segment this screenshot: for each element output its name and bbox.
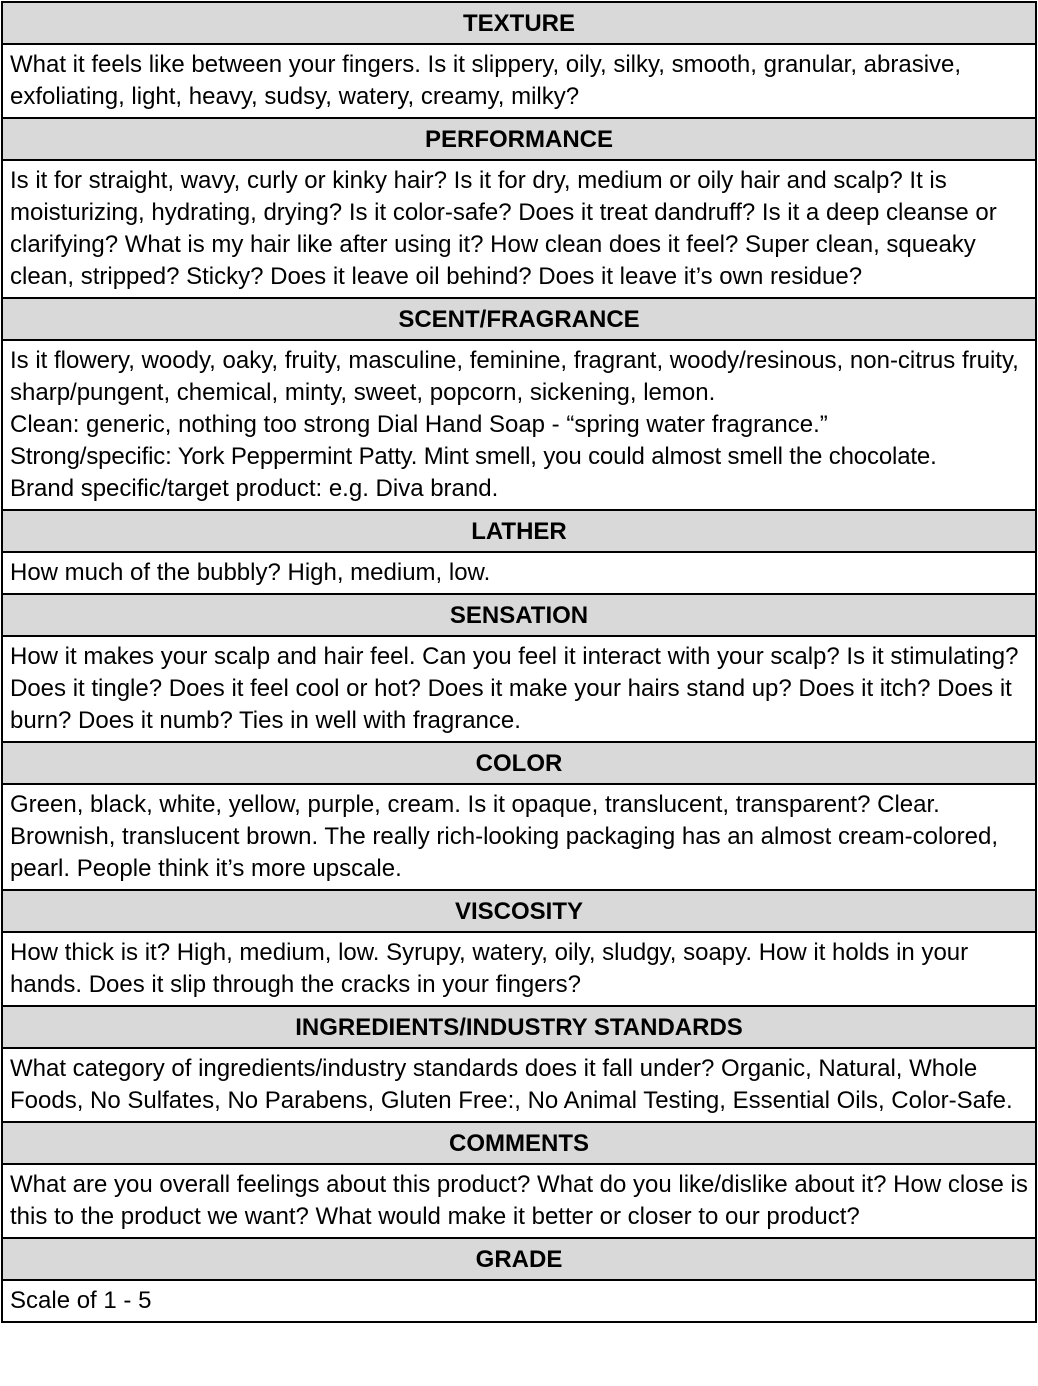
grade-heading: GRADE bbox=[2, 1238, 1036, 1280]
section-body-row bbox=[2, 1280, 1036, 1322]
scent-line: Is it flowery, woody, oaky, fruity, masculine, feminine, fragrant, woody/resinous, non-citrus fruity, sharp/pungent, chemical, minty, sweet, popcorn, sickening, lemon. bbox=[10, 347, 1019, 406]
section-header-row bbox=[2, 2, 1036, 44]
scent-line: Brand specific/target product: e.g. Diva brand. bbox=[10, 475, 499, 502]
section-header-row bbox=[2, 118, 1036, 160]
viscosity-heading: VISCOSITY bbox=[2, 890, 1036, 932]
scent-fragrance-description bbox=[2, 340, 1036, 510]
section-body-row bbox=[2, 636, 1036, 742]
section-header-row bbox=[2, 298, 1036, 340]
ingredients-heading: INGREDIENTS/INDUSTRY STANDARDS bbox=[2, 1006, 1036, 1048]
section-header-row bbox=[2, 890, 1036, 932]
section-header-row bbox=[2, 1122, 1036, 1164]
viscosity-description: How thick is it? High, medium, low. Syrupy, watery, oily, sludgy, soapy. How it holds in your hands. Does it slip through the cracks in your fingers? bbox=[2, 932, 1036, 1006]
sensation-heading: SENSATION bbox=[2, 594, 1036, 636]
texture-heading: TEXTURE bbox=[2, 2, 1036, 44]
performance-description: Is it for straight, wavy, curly or kinky hair? Is it for dry, medium or oily hair and scalp? It is moisturizing, hydrating, drying? Is it color-safe? Does it treat dandruff? Is it a deep cleanse or clarifying? What is my hair like after using it? How clean does it feel? Super clean, squeaky clean, stripped? Sticky? Does it leave oil behind? Does it leave it’s own residue? bbox=[2, 160, 1036, 298]
scent-line: Strong/specific: York Peppermint Patty. Mint smell, you could almost smell the chocolate. bbox=[10, 443, 937, 470]
grade-description: Scale of 1 - 5 bbox=[2, 1280, 1036, 1322]
texture-description: What it feels like between your fingers. Is it slippery, oily, silky, smooth, granular, abrasive, exfoliating, light, heavy, sudsy, watery, creamy, milky? bbox=[2, 44, 1036, 118]
evaluation-criteria-table bbox=[1, 1, 1037, 1323]
section-body-row bbox=[2, 340, 1036, 510]
section-body-row bbox=[2, 1048, 1036, 1122]
section-body-row bbox=[2, 784, 1036, 890]
color-description: Green, black, white, yellow, purple, cream. Is it opaque, translucent, transparent? Clear. Brownish, translucent brown. The really rich-looking packaging has an almost cream-colored, pearl. People think it’s more upscale. bbox=[2, 784, 1036, 890]
section-header-row bbox=[2, 510, 1036, 552]
section-body-row bbox=[2, 1164, 1036, 1238]
section-body-row bbox=[2, 160, 1036, 298]
lather-description: How much of the bubbly? High, medium, low. bbox=[2, 552, 1036, 594]
section-header-row bbox=[2, 1006, 1036, 1048]
ingredients-description: What category of ingredients/industry standards does it fall under? Organic, Natural, Whole Foods, No Sulfates, No Parabens, Gluten Free:, No Animal Testing, Essential Oils, Color-Safe. bbox=[2, 1048, 1036, 1122]
section-header-row bbox=[2, 742, 1036, 784]
comments-description: What are you overall feelings about this product? What do you like/dislike about it? How close is this to the product we want? What would make it better or closer to our product? bbox=[2, 1164, 1036, 1238]
section-header-row bbox=[2, 1238, 1036, 1280]
performance-heading: PERFORMANCE bbox=[2, 118, 1036, 160]
lather-heading: LATHER bbox=[2, 510, 1036, 552]
section-header-row bbox=[2, 594, 1036, 636]
color-heading: COLOR bbox=[2, 742, 1036, 784]
scent-fragrance-heading: SCENT/FRAGRANCE bbox=[2, 298, 1036, 340]
comments-heading: COMMENTS bbox=[2, 1122, 1036, 1164]
sensation-description: How it makes your scalp and hair feel. Can you feel it interact with your scalp? Is it stimulating? Does it tingle? Does it feel cool or hot? Does it make your hairs stand up? Does it itch? Does it burn? Does it numb? Ties in well with fragrance. bbox=[2, 636, 1036, 742]
scent-line: Clean: generic, nothing too strong Dial Hand Soap - “spring water fragrance.” bbox=[10, 411, 828, 438]
section-body-row bbox=[2, 44, 1036, 118]
section-body-row bbox=[2, 932, 1036, 1006]
section-body-row bbox=[2, 552, 1036, 594]
